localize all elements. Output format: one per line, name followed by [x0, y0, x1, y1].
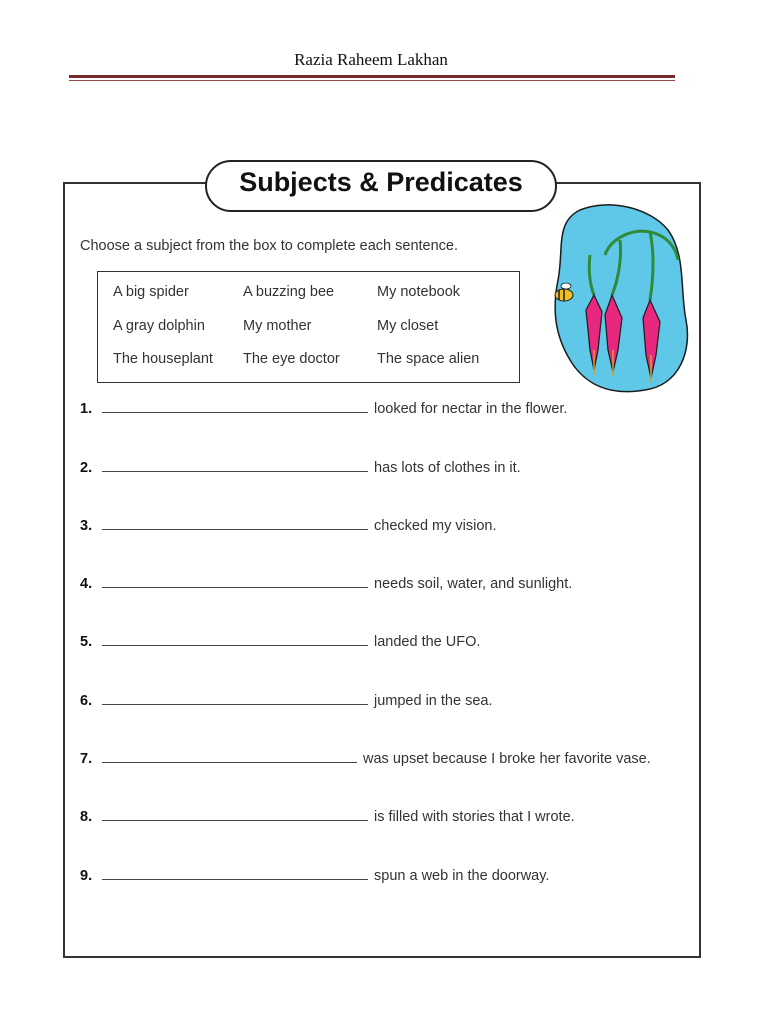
question-8	[80, 808, 575, 825]
question-predicate: is filled with stories that I wrote.	[374, 809, 575, 825]
word-bank-item: My closet	[377, 318, 439, 334]
question-number: 8.	[80, 809, 93, 825]
word-bank-item: A gray dolphin	[113, 318, 205, 334]
question-predicate: was upset because I broke her favorite vase.	[363, 751, 651, 767]
answer-blank[interactable]	[102, 633, 368, 646]
worksheet-title: Subjects & Predicates	[205, 160, 557, 212]
question-2	[80, 459, 521, 476]
question-number: 4.	[80, 576, 93, 592]
question-predicate: looked for nectar in the flower.	[374, 401, 568, 417]
answer-blank[interactable]	[102, 867, 368, 880]
word-bank-item: My mother	[243, 318, 312, 334]
question-predicate: checked my vision.	[374, 518, 497, 534]
answer-blank[interactable]	[102, 750, 357, 763]
question-number: 5.	[80, 634, 93, 650]
author-name: Razia Raheem Lakhan	[294, 50, 448, 69]
question-predicate: landed the UFO.	[374, 634, 481, 650]
header-rule	[69, 75, 675, 78]
word-bank-item: The eye doctor	[243, 351, 340, 367]
word-bank-item: The space alien	[377, 351, 480, 367]
question-number: 2.	[80, 460, 93, 476]
question-5	[80, 633, 480, 650]
question-7	[80, 750, 651, 767]
question-predicate: spun a web in the doorway.	[374, 868, 550, 884]
word-bank-item: A big spider	[113, 284, 189, 300]
question-number: 9.	[80, 868, 93, 884]
answer-blank[interactable]	[102, 517, 368, 530]
question-6	[80, 692, 493, 709]
word-bank	[97, 271, 520, 383]
header-rule-thin	[69, 80, 675, 81]
instructions: Choose a subject from the box to complete each sentence.	[80, 238, 459, 254]
answer-blank[interactable]	[102, 692, 368, 705]
answer-blank[interactable]	[102, 400, 368, 413]
answer-blank[interactable]	[102, 459, 368, 472]
question-number: 6.	[80, 693, 93, 709]
question-1	[80, 400, 567, 417]
question-number: 7.	[80, 751, 93, 767]
answer-blank[interactable]	[102, 575, 368, 588]
question-number: 3.	[80, 518, 93, 534]
question-3	[80, 517, 497, 534]
word-bank-item: A buzzing bee	[243, 284, 335, 300]
answer-blank[interactable]	[102, 808, 368, 821]
question-number: 1.	[80, 401, 93, 417]
flower-bee-illustration	[550, 200, 690, 395]
question-9	[80, 867, 549, 884]
question-predicate: jumped in the sea.	[374, 693, 493, 709]
word-bank-item: My notebook	[377, 284, 461, 300]
question-predicate: has lots of clothes in it.	[374, 460, 521, 476]
question-4	[80, 575, 572, 592]
question-predicate: needs soil, water, and sunlight.	[374, 576, 573, 592]
word-bank-item: The houseplant	[113, 351, 213, 367]
